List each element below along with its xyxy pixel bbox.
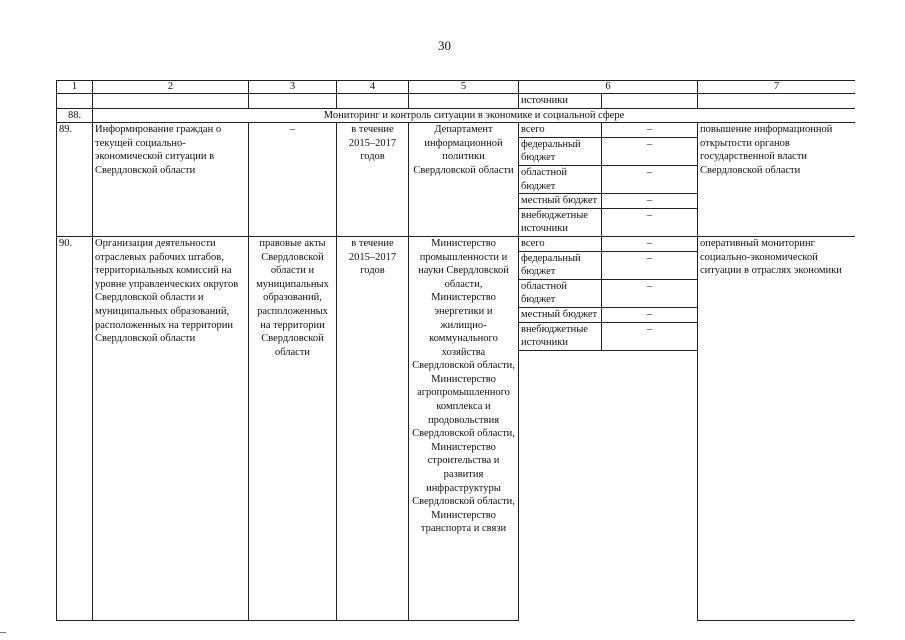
source-value: – [602, 137, 698, 165]
scan-edge-mark [0, 632, 6, 633]
column-number: 6 [519, 81, 698, 94]
table-row [57, 123, 856, 138]
term-text: в течение 2015–2017 годов [337, 123, 409, 237]
executor-text: Министерство промышленности и науки Свердловской области, Министерство энергетики и жилищно-коммунального хозяйства Свердловской области, Министерство агропромышленного комплекса и продовольствия Свердловской области, Министерство строительства и развития инфраструктуры Свердловской области, Министерство транспорта и связи [409, 236, 519, 620]
section-title: Мониторинг и контроль ситуации в экономике и социальной сфере [93, 108, 856, 123]
source-value: – [602, 279, 698, 307]
measure-text: Информирование граждан о текущей социально-экономической ситуации в Свердловской области [93, 123, 249, 237]
column-number: 5 [409, 81, 519, 94]
result-text: повышение информационной открытости органов государственной власти Свердловской области [698, 123, 856, 237]
document-table-container [56, 80, 855, 640]
continued-header-row [57, 94, 856, 109]
source-label: федеральный бюджет [519, 137, 602, 165]
result-text: оперативный мониторинг социально-экономической ситуации в отраслях экономики [698, 236, 856, 620]
basis-text: правовые акты Свердловской области и муниципальных образований, расположенных на территории Свердловской области [249, 236, 337, 620]
continued-source-label: источники [519, 94, 602, 109]
column-number-row [57, 81, 856, 94]
source-value: – [602, 208, 698, 236]
column-number: 1 [57, 81, 93, 94]
source-label: областной бюджет [519, 279, 602, 307]
source-label: областной бюджет [519, 165, 602, 193]
section-number: 88. [57, 108, 93, 123]
executor-text: Департамент информационной политики Свердловской области [409, 123, 519, 237]
basis-text: – [249, 123, 337, 237]
column-number: 4 [337, 81, 409, 94]
source-value: – [602, 236, 698, 251]
term-text: в течение 2015–2017 годов [337, 236, 409, 620]
source-label: внебюджетные источники [519, 208, 602, 236]
row-number: 89. [57, 123, 93, 237]
row-number: 90. [57, 236, 93, 620]
measure-text: Организация деятельности отраслевых рабочих штабов, территориальных комиссий на уровне управленческих округов Свердловской области и муниципальных образований, расположенных на территории Свердловской области [93, 236, 249, 620]
source-value: – [602, 194, 698, 209]
source-value: – [602, 322, 698, 350]
source-label: федеральный бюджет [519, 251, 602, 279]
page-number: 30 [438, 38, 451, 53]
section-row [57, 108, 856, 123]
table-row [57, 236, 856, 251]
source-label: всего [519, 236, 602, 251]
source-value: – [602, 123, 698, 138]
column-number: 7 [698, 81, 856, 94]
measures-table [56, 80, 855, 621]
source-value: – [602, 251, 698, 279]
column-number: 3 [249, 81, 337, 94]
source-value: – [602, 165, 698, 193]
source-value: – [602, 307, 698, 322]
source-label: местный бюджет [519, 307, 602, 322]
source-label: внебюджетные источники [519, 322, 602, 350]
source-label: всего [519, 123, 602, 138]
source-label: местный бюджет [519, 194, 602, 209]
column-number: 2 [93, 81, 249, 94]
